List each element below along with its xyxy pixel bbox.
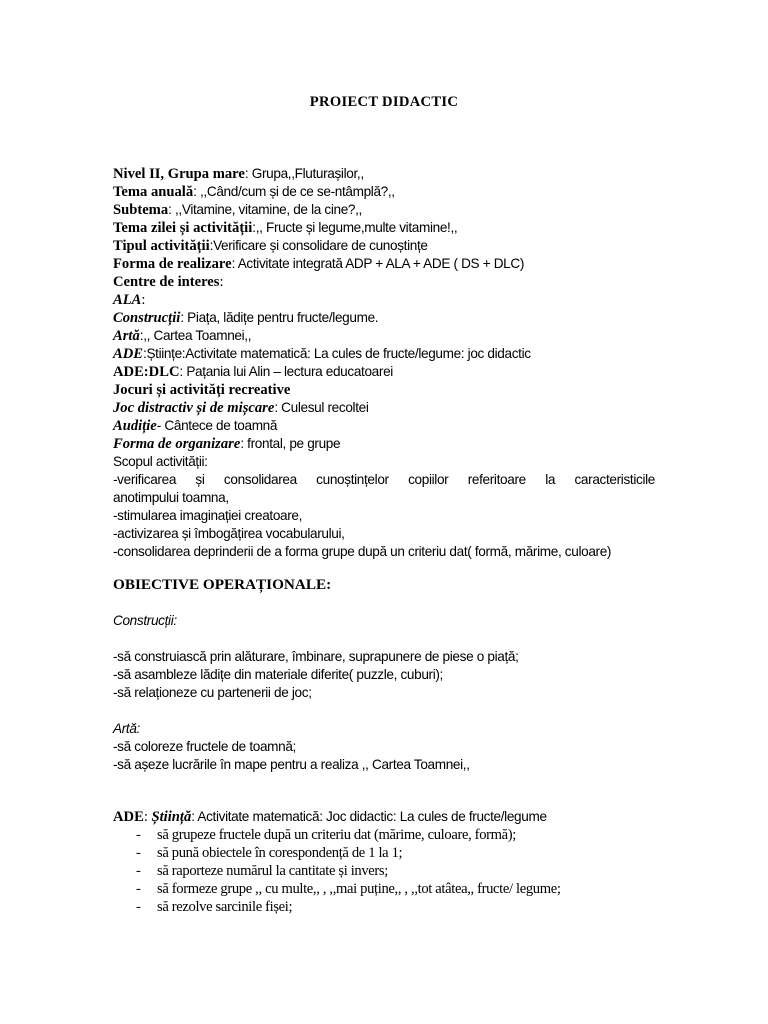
- bullet-dash: -: [136, 881, 141, 897]
- ade-label: ADE: [113, 346, 144, 362]
- joc-line: [113, 399, 655, 417]
- tema-value: : ,,Când/cum și de ce se-ntâmplă?,,: [193, 184, 395, 199]
- tema-zilei-value: :,, Fructe și legume,multe vitamine!,,: [252, 220, 458, 235]
- nivel-line: [113, 165, 655, 183]
- forma-line: [113, 255, 655, 273]
- bullet-dash: -: [136, 899, 141, 915]
- org-label: Forma de organizare: [113, 436, 241, 452]
- constructii-line: [113, 309, 655, 327]
- constructii-label: Construcții: [113, 310, 181, 326]
- adedlc-line: [113, 363, 655, 381]
- tema-zilei-label: Tema zilei și activității: [113, 220, 253, 236]
- ade-value: :Științe:Activitate matematică: La cules de fructe/legume: joc didactic: [143, 346, 531, 361]
- obiective-ade-stiinta: Știință: [151, 809, 192, 825]
- tema-line: [113, 183, 655, 201]
- bullet-dash: -: [136, 863, 141, 879]
- ade-item: să rezolve sarcinile fișei;: [157, 899, 293, 915]
- ala-label: ALA: [113, 292, 142, 308]
- adedlc-label: ADE:DLC: [113, 364, 180, 380]
- ade-item: să raporteze numărul la cantitate și invers;: [157, 863, 388, 879]
- jocuri-label: Jocuri și activități recreative: [113, 382, 291, 398]
- org-value: : frontal, pe grupe: [240, 436, 341, 451]
- nivel-value: : Grupa,,Fluturașilor,,: [244, 166, 364, 181]
- scopul-heading: Scopul activității:: [113, 454, 208, 469]
- ala-value: :: [141, 292, 146, 308]
- forma-value: : Activitate integrată ADP + ALA + ADE ( DS + DLC): [231, 256, 525, 271]
- ade-item: să formeze grupe ,, cu multe,, , ,,mai puține,, , ,,tot atâtea,, fructe/ legume;: [157, 881, 561, 897]
- arta-item: -să așeze lucrările în mape pentru a realiza ,, Cartea Toamnei,,: [113, 757, 470, 772]
- arta-value: :,, Cartea Toamnei,,: [139, 328, 252, 343]
- constructii-item: -să relaționeze cu partenerii de joc;: [113, 685, 312, 700]
- obiective-heading: OBIECTIVE OPERAȚIONALE:: [113, 576, 332, 593]
- obiective-ade-line: [113, 808, 655, 826]
- subtema-value: : ,,Vitamine, vitamine, de la cine?,,: [168, 202, 362, 217]
- scopul-line-4: -activizarea și îmbogățirea vocabularului,: [113, 526, 345, 541]
- adedlc-value: : Pațania lui Alin – lectura educatoarei: [179, 364, 393, 379]
- tema-label: Tema anuală: [113, 184, 194, 200]
- obiective-arta-heading: Artă:: [113, 721, 140, 736]
- ade-item: să pună obiectele în corespondență de 1 la 1;: [157, 845, 403, 861]
- scopul-line-1: -verificarea și consolidarea cunoștințelor copiilor referitoare la caracteristicile: [113, 472, 655, 487]
- subtema-label: Subtema: [113, 202, 169, 218]
- tipul-line: [113, 237, 655, 255]
- tema-zilei-line: [113, 219, 655, 237]
- scopul-line-3: -stimularea imaginației creatoare,: [113, 508, 303, 523]
- joc-value: : Culesul recoltei: [274, 400, 369, 415]
- constructii-item: -să construiască prin alăturare, îmbinare, suprapunere de piese o piață;: [113, 649, 519, 664]
- bullet-dash: -: [136, 845, 141, 861]
- page-title: PROIECT DIDACTIC: [309, 94, 459, 110]
- obiective-ade-value: : Activitate matematică: Joc didactic: La cules de fructe/legume: [191, 809, 547, 824]
- obiective-ade-sep: :: [143, 809, 152, 825]
- constructii-item: -să asambleze lădițe din materiale diferite( puzzle, cuburi);: [113, 667, 443, 682]
- scopul-line-5: -consolidarea deprinderii de a forma grupe după un criteriu dat( formă, mărime, culoare): [113, 544, 612, 559]
- tipul-value: :Verificare și consolidare de cunoștințe: [209, 238, 428, 253]
- centre-line: [113, 273, 655, 291]
- centre-value: :: [219, 274, 224, 290]
- ade-line: [113, 345, 655, 363]
- arta-line: [113, 327, 655, 345]
- arta-label: Artă: [113, 328, 140, 344]
- ade-item: să grupeze fructele după un criteriu dat (mărime, culoare, formă);: [157, 827, 516, 843]
- obiective-constructii-heading: Construcții:: [113, 613, 177, 628]
- subtema-line: [113, 201, 655, 219]
- tipul-label: Tipul activității: [113, 238, 210, 254]
- arta-item: -să coloreze fructele de toamnă;: [113, 739, 296, 754]
- auditie-line: [113, 417, 655, 435]
- nivel-label: Nivel II, Grupa mare: [113, 166, 245, 182]
- auditie-value: - Cântece de toamnă: [156, 418, 278, 433]
- org-line: [113, 435, 655, 453]
- forma-label: Forma de realizare: [113, 256, 232, 272]
- ala-line: [113, 291, 655, 309]
- bullet-dash: -: [136, 827, 141, 843]
- centre-label: Centre de interes: [113, 274, 220, 290]
- auditie-label: Audiție: [113, 418, 157, 434]
- constructii-value: : Piața, lădițe pentru fructe/legume.: [180, 310, 379, 325]
- scopul-line-2: anotimpului toamna,: [113, 490, 229, 505]
- jocuri-line: [113, 381, 655, 399]
- joc-label: Joc distractiv și de mișcare: [113, 400, 275, 416]
- obiective-ade-label: ADE: [113, 809, 144, 825]
